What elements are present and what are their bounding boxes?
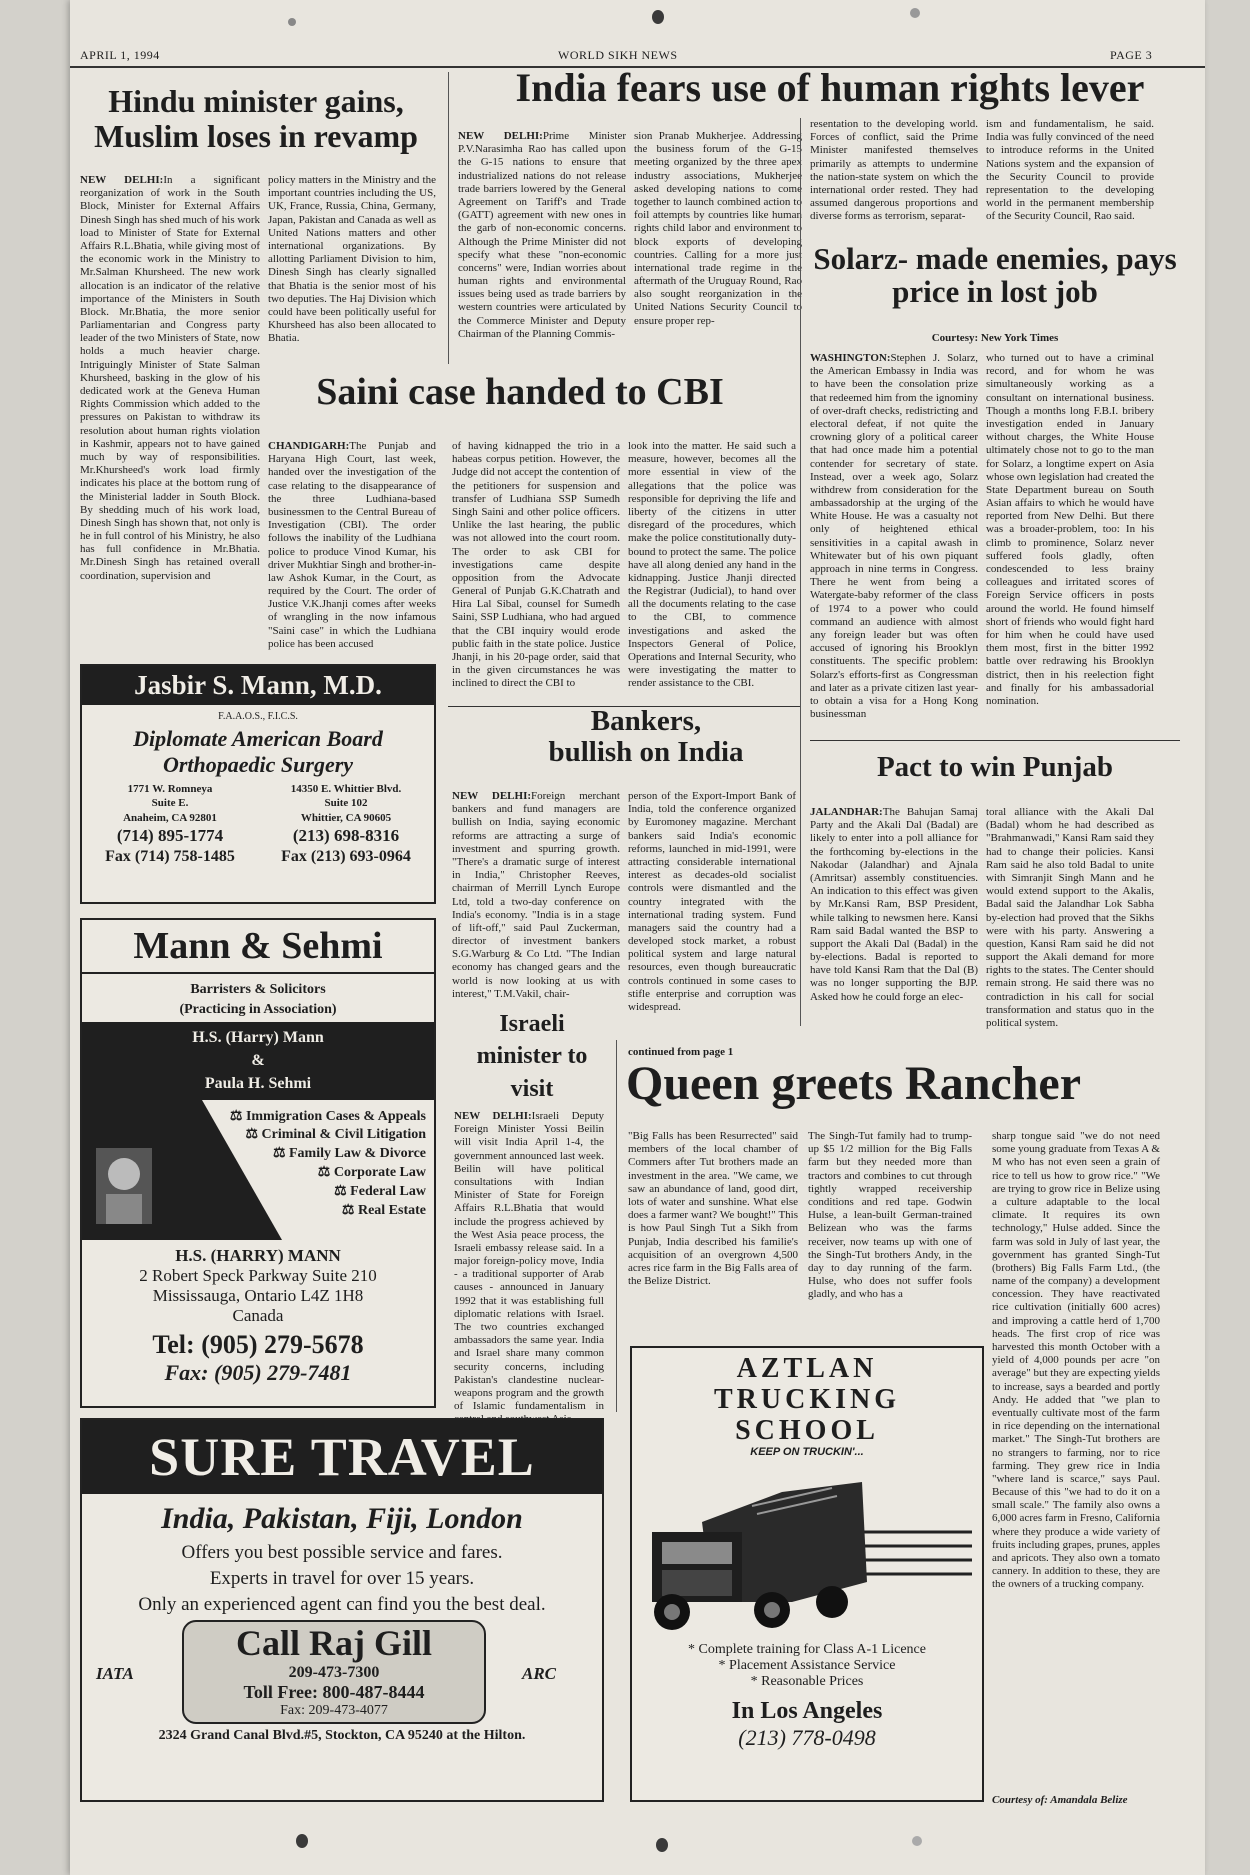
ad-office-whittier: 14350 E. Whittier Blvd. Suite 102 Whittier, CA 90605 (213) 698-8316 Fax (213) 693-0964: [281, 783, 411, 865]
ad-firm-sub2: (Practicing in Association): [179, 1002, 337, 1017]
ad-travel-call: Call Raj Gill: [236, 1623, 432, 1663]
dateline: NEW DELHI:: [80, 174, 164, 186]
ad-aztlan-bullet2: * Placement Assistance Service: [718, 1658, 896, 1674]
headline-solarz: Solarz- made enemies, pays price in lost job: [813, 241, 1177, 310]
ad-partners: H.S. (Harry) Mann & Paula H. Sehmi: [82, 1022, 434, 1100]
ad-contact-addr3: Canada: [232, 1305, 284, 1325]
column-rule: [616, 1040, 617, 1412]
article-israeli: NEW DELHI:Israeli Deputy Foreign Minister Yossi Beilin will visit India April 1-4, the government announced last week. Beilin will have political consultations with Indian Minister of State for Foreign Affairs R.L.Bhatia that would include the progress achieved by the West Asia peace process, the Israeli embassy release said. In a major foreign-policy move, India - a traditional supporter of Arab causes - announced in January 1992 that it was establishing full diplomatic relations with Israel. The two countries exchanged ambassadors the same year. India and Israel share many common security concerns, including Pakistan's clandestine nuclear-weapons program and the growth of Islamic fundamentalism in: [454, 1110, 604, 1413]
page-number: PAGE 3: [1110, 48, 1153, 62]
article-solarz-col2: who turned out to have a criminal record, and for whom he was simultaneously working as a consultant on international business. Though a months long F.B.I. bribery investigation ended in January without charges, the White House ultimately chose not to go to the man for Solarz, a longtime expert on Asia whose own legislation had created the State Department bureau on South Asian affairs to which he would have reported from New Delhi. But there was a broader-problem, too: In his climb to prominence, Solarz never suffered fools gladly, often condescended to less brainy colleagues and irritated scores of Foreign Service officers in posts around the world. He found himself short of friends who would fight hard for him when he could have used them most, first in the bitter 1992 battle over redrawing his Brooklyn district, then in his reelection fight and finally for his ambassadorial nomination.: [986, 352, 1154, 707]
headline-queen: Queen greets Rancher: [626, 1057, 1082, 1110]
ad-doctor-quals: F.A.A.O.S., F.I.C.S.: [218, 711, 298, 722]
ad-aztlan-slogan: KEEP ON TRUCKIN'...: [750, 1446, 864, 1459]
punch-hole: [912, 1836, 922, 1846]
article-queen-col2: The Singh-Tut family had to trump-up $5 1/2 million for the Big Falls farm but they needed more than tractors and combines to cut through tightly wrapped receivership conditions and red tape. Godwin Hulse, a lean-built German-trained Belizean who was the farms receiver, now teams up with one of the Singh-Tut brothers Andy, in the day to day running of the farm. Hulse, who does not suffer fools gladly, and who has a: [808, 1130, 972, 1301]
ad-travel-iata: IATA: [96, 1664, 134, 1683]
ad-travel-fax: Fax: 209-473-4077: [280, 1703, 388, 1718]
ad-doctor-specialty: Orthopaedic Surgery: [162, 752, 354, 777]
ad-travel-destinations: India, Pakistan, Fiji, London: [161, 1502, 523, 1535]
dateline: NEW DELHI:: [454, 1110, 532, 1122]
article-bankers-col2: person of the Export-Import Bank of India, told the conference organized by Euromoney magazine. Merchant bankers said India's economic reforms, launched in mid-1991, were attracting considerable international interest as decades-old socialist controls were dismantled and the country integrated with the international trading system. Fund managers said the country had a developed stock market, a robust political system and large natural resources, even though bureaucratic controls continued in some cases to stifle enterprise and corruption was widespread.: [628, 790, 796, 1013]
article-india-col3: resentation to the developing world. Forces of conflict, said the Prime Minister manifested themselves primarily as attempts to undermine the nation-state system on which the international order rested. They had assumed dangerous proportions and diverse forms as terrorism, separat-: [810, 118, 978, 223]
article-pact-col2: toral alliance with the Akali Dal (Badal) whom he had described as "Brahmanwadi," Kansi Ram said they had to change their policies. Kansi Ram said he also told Badal to unite with Simranjit Singh Mann and he would extend support to the Akalis, Badal said the Jalandhar Lok Sabha by-election had proved that the Sikhs were with his party. Answering a question, Kansi Ram said he did not support the Akali demand for more rights to the states. The Center should remain strong. He said there was no contradiction in his call for social transformation and status quo in the political system.: [986, 806, 1154, 1029]
ad-firm-name: Mann & Sehmi: [82, 920, 434, 974]
article-india-col4: ism and fundamentalism, he said. India was fully convinced of the need to introduce reforms in the United Nations system and the expansion of the Security Council to provide representation to the developing world in the permanent membership of the Security Council, Rao said.: [986, 118, 1154, 223]
section-rule: [810, 740, 1180, 741]
ad-travel-contact-row: [82, 1620, 602, 1724]
article-queen-col1: "Big Falls has been Resurrected" said members of the local chamber of Commers after Tut brothers made an investment in the area. "We came, we saw an abundance of land, good dirt, lots of water and sunshine. What else does a farmer want? We bought!" This is how Paul Singh Tut a Sikh from Punjab, India described his familie's acquisition of an overgrown 4,500 acres rice farm in the Big Falls area of the Belize District.: [628, 1130, 798, 1288]
headline-india-fears: India fears use of human rights lever: [515, 65, 1145, 110]
scales-icon: ⚖: [334, 1184, 351, 1200]
ad-aztlan-phone: (213) 778-0498: [738, 1725, 876, 1751]
ad-aztlan-bullet3: * Reasonable Prices: [750, 1674, 864, 1690]
ad-aztlan-trucking: [630, 1346, 984, 1802]
ad-contact-addr1: 2 Robert Speck Parkway Suite 210: [139, 1265, 377, 1285]
punch-hole: [652, 10, 664, 24]
article-hindu-col2: policy matters in the Ministry and the important countries including the US, UK, France, Russia, China, Germany, Japan, Pakistan and Canada as well as United Nations matters and other international organizations. By allotting Parliament Division to him, Dinesh Singh has clearly signalled that Bhatia is the senior most of his two deputies. The Haj Division which could have been politically useful for Khursheed has also been allocated to Bhatia.: [268, 174, 436, 345]
dateline: CHANDIGARH:: [268, 440, 350, 452]
ad-mann-sehmi: [80, 918, 436, 1408]
ad-jasbir-mann: [80, 664, 436, 904]
ad-doctor-board: Diplomate American Board: [133, 726, 383, 751]
ad-aztlan-bullet1: * Complete training for Class A-1 Licence: [688, 1642, 926, 1658]
ad-travel-address: 2324 Grand Canal Blvd.#5, Stockton, CA 95240 at the Hilton.: [158, 1728, 526, 1743]
article-hindu-col1: NEW DELHI:In a significant reorganization of work in the South Block, Minister for External Affairs Dinesh Singh has shed much of his work load to Minister of State for External Affairs R.L.Bhatia, while giving most of the economic work in the Ministry to Mr.Salman Khursheed. The new work allocation is an indicator of the relative importance of the Ministers in South Block. Mr.Bhatia, the more senior Parliamentarian and Congress party leader of the two Ministers of State, now holds a much heavier charge. Intriguingly Minister of State Salman Khursheed, basking in the glow of his dedicated work at the Geneva Human Rights Commission which added to the pressures on Pakistan to withdraw its resolution about human rights violation in Kashmir, appears not to have gained much by way of responsibilities. Mr.Khursheed's work load firmly indicates his place at the bottom rung of the Ministerial ladder in South Block. By shedding much of his work load, Dinesh Singh has shown that, not only is he in full control of his Ministry, he also has full confidence in Mr.Bhatia. Mr.Dinesh Singh has retained overall coordination, supervision and: [80, 174, 260, 582]
ad-services-list: ⚖ Immigration Cases & Appeals ⚖ Criminal & Civil Litigation ⚖ Family Law & Divorce ⚖ Corporate Law ⚖ Federal Law ⚖ Real Estate: [229, 1108, 426, 1219]
scales-icon: ⚖: [341, 1203, 358, 1219]
dateline: NEW DELHI:: [458, 130, 543, 142]
ad-contact-addr2: Mississauga, Ontario L4Z 1H8: [152, 1285, 364, 1305]
solarz-credit: Courtesy: New York Times: [931, 332, 1059, 344]
ad-aztlan-name3: SCHOOL: [735, 1414, 879, 1446]
article-solarz-col1: WASHINGTON:Stephen J. Solarz, the American Embassy in India was to have been the consolation prize that redeemed him from the ignominy of over-draft checks, redistricting and electoral defeat, if not quite the crowning glory of a political career that had once made him a potential contender for secretary of state. Instead, over a week ago, Solarz withdrew from consideration for the ambassadorship at the urging of the White House. He was a casualty not only of heightened ethical sensitivities in a capital awash in Whitewater but of his own piquant approach in nine terms in Congress. There he went from being a Watergate-baby reformer of the class of 1974 to a power who could command an audience with almost any foreign leader but was often accused of ignoring his Brooklyn constituents. The specific problem: Solarz's efforts-first as Congressman and later as a private citizen last year-to obtain a visa for a Hong Kong businessman: [810, 352, 978, 721]
article-pact-col1: JALANDHAR:The Bahujan Samaj Party and the Akali Dal (Badal) are likely to enter into a poll alliance for the forthcoming by-elections in the Nakodar (Jalandhar) and Ajnala (Amritsar) assembly constituencies. An indication to this effect was given by Mr.Kansi Ram, BSP President, while talking to newsmen here. Kansi Ram said Badal wanted the BSP to support the Akali Dal (Badal) in the by-elections. Badal is reported to have told Kansi Ram that the Dal (B) was no longer supporting the BJP. Asked how he could forge an elec-: [810, 806, 978, 1003]
headline-hindu-minister: Hindu minister gains, Muslim loses in revamp: [94, 83, 418, 154]
ad-travel-arc: ARC: [522, 1664, 557, 1683]
ad-aztlan-city: In Los Angeles: [731, 1698, 883, 1725]
queen-credit: Courtesy of: Amandala Belize: [992, 1794, 1128, 1806]
queen-kicker: continued from page 1: [628, 1046, 734, 1058]
ad-travel-line3: Only an experienced agent can find you the best deal.: [138, 1594, 546, 1615]
ad-contact-name: H.S. (HARRY) MANN: [175, 1245, 341, 1265]
headline-saini: Saini case handed to CBI: [316, 371, 724, 413]
ad-doctor-name: Jasbir S. Mann, M.D.: [82, 666, 434, 705]
ad-aztlan-name1: AZTLAN: [736, 1353, 878, 1384]
article-saini-col2: of having kidnapped the trio in a habeas corpus petition. However, the Judge did not accept the contention of the petitioners for suspension and transfer of Ludhiana SSP Sumedh Singh Saini and other police officers. Unlike the last hearing, the public was not allowed into the court room. The order to ask CBI for investigations came despite opposition from the Advocate General of Punjab G.K.Chatrath and Hira Lal Sibal, counsel for Sumedh Saini, SSP Ludhiana, who had argued that the CBI inquiry would erode public faith in the state police. Justice Jhanji, in his 20-page order, said that in the given circumstances he was inclined to direct the CBI to: [452, 440, 620, 690]
punch-hole: [296, 1834, 308, 1848]
ad-services-area: [82, 1100, 434, 1240]
ad-aztlan-name2: TRUCKING: [713, 1383, 900, 1415]
ad-travel-phone: 209-473-7300: [288, 1664, 380, 1681]
ad-travel-call-box: [182, 1620, 486, 1724]
scales-icon: ⚖: [317, 1165, 334, 1181]
headline-bankers: Bankers, bullish on India: [548, 705, 744, 769]
dateline: WASHINGTON:: [810, 352, 891, 364]
ad-travel-line2: Experts in travel for over 15 years.: [209, 1568, 475, 1589]
article-saini-col3: look into the matter. He said such a measure, however, becomes all the more essential in view of the allegations that the police was responsible for depriving the life and liberty of the citizens in utter disregard of the procedures, which make the police constitutionally duty-bound to protect the same. The police have all along denied any hand in the kidnapping. Justice Jhanji directed the Registrar (Judicial), to hand over all the documents relating to the case to the CBI, to commence investigations and asked the Inspectors General of Police, Operations and Internal Security, who were investigating the matter to render assistance to the CBI.: [628, 440, 796, 690]
ad-travel-line1: Offers you best possible service and fares.: [181, 1542, 503, 1563]
article-queen-col3: sharp tongue said "we do not need some young graduate from Texas A & M who has not even seen a grain of rice to tell us how to grow rice." "We are trying to grow rice in Belize using a culture adaptable to the local climate. It requires its own technology," Hulse added. Since the farm was sold in July of last year, the government has granted Singh-Tut (brothers) Big Falls Farm Ltd., (the name of the company) a development concession. They have reactivated rice cultivation (initially 600 acres) and improving a cattle herd of 1,700 heads. The first crop of rice was harvested this month October with a yield of 4,000 pounds per acre "on average" but they are expecting yields to increase, says a bearded and portly Andy. He added that "we plan to eventually cultivate most of the farm in rice depending on the international market." The Singh-Tut brothers are no strangers to farming, nor to rice farming. They grew rice in India "where land is scarce," says Paul. Because of this "we had to do it on a small scale." The family also owns a 6,000 acres farm in Fresno, California where they produce a wide variety of fruits including grapes, prunes, apples and apricots. They also own a tomato cannery. In addition to these, they are the owners of a trucking company.: [992, 1130, 1160, 1591]
scales-icon: ⚖: [272, 1146, 289, 1162]
scales-icon: ⚖: [229, 1108, 246, 1124]
article-india-col2: sion Pranab Mukherjee. Addressing the business forum of the G-15 meeting organized by the three apex industry associations, Mukherjee asked developing nations to come together to launch combined action to foil attempts by countries like human rights child labor and environment to block exports of developing countries. Calling for a more just international trade regime in the aftermath of the Uruguay Round, Rao also sought reorganization in the United Nations Security Council to ensure proper rep-: [634, 130, 802, 327]
article-india-col1: NEW DELHI:Prime Minister P.V.Narasimha Rao has called upon the G-15 nations to ensure that industrialized nations do not release trade barriers lowered by the General Agreement on Tariff's and Trade (GATT) agreement with new ones in the garb of non-economic concerns. Although the Prime Minister did not specify what these "non-economic concerns" were, Indian worries about human rights and environmental issues being used as trade barriers by western countries were articulated by the Commerce Minister and Deputy Chairman of the Planning Commis-: [458, 130, 626, 340]
punch-hole: [656, 1838, 668, 1852]
ad-office-anaheim: 1771 W. Romneya Suite E. Anaheim, CA 92801 (714) 895-1774 Fax (714) 758-1485: [105, 783, 235, 865]
dateline: JALANDHAR:: [810, 806, 883, 818]
ad-travel-tollfree: Toll Free: 800-487-8444: [243, 1682, 425, 1702]
ad-travel-name: SURE TRAVEL: [82, 1420, 602, 1494]
ad-firm-sub1: Barristers & Solicitors: [190, 982, 326, 997]
ad-sure-travel: [80, 1418, 604, 1802]
headline-israeli: Israeli minister to visit: [476, 1011, 588, 1102]
newspaper-page: [70, 0, 1205, 1875]
issue-date: APRIL 1, 1994: [80, 48, 160, 62]
article-saini-col1: CHANDIGARH:The Punjab and Haryana High Court, last week, handed over the investigation of the case relating to the disappearance of the three Ludhiana-based businessmen to the Central Bureau of Investigation (CBI). The order follows the inability of the Ludhiana police to produce Vinod Kumar, his driver Mukhtiar Singh and brother-in-law Ashok Kumar, in the Court, as required by the Court. The order of Justice V.K.Jhanji comes after weeks of wrangling in the now infamous "Saini case" in which the Ludhiana police has been accused: [268, 440, 436, 650]
punch-hole: [288, 18, 296, 26]
article-bankers-col1: NEW DELHI:Foreign merchant bankers and fund managers are bullish on India, saying economic reforms are attracting a surge of investment and spurring growth. "There's a dramatic surge of interest in India," Christopher Reeves, chairman of Merrill Lynch Europe Ltd, told a two-day conference on India's economy. "India is in a stage of lift-off," said Paul Zuckerman, director of investment bankers S.G.Warburg & Co Ltd. "The Indian economy has changed gears and the world is now looking at us with interest," T.M.Vakil, chair-: [452, 790, 620, 1000]
newspaper-name: WORLD SIKH NEWS: [558, 48, 678, 62]
punch-hole: [910, 8, 920, 18]
headline-pact: Pact to win Punjab: [876, 751, 1114, 783]
column-rule: [448, 72, 449, 364]
ad-doctor-offices: [82, 782, 434, 868]
ad-contact-tel: Tel: (905) 279-5678: [152, 1329, 364, 1359]
ad-contact-fax: Fax: (905) 279-7481: [164, 1359, 352, 1385]
scales-icon: ⚖: [245, 1127, 262, 1143]
column-rule: [800, 118, 801, 1026]
truck-illustration: [632, 1462, 978, 1638]
dateline: NEW DELHI:: [452, 790, 532, 802]
